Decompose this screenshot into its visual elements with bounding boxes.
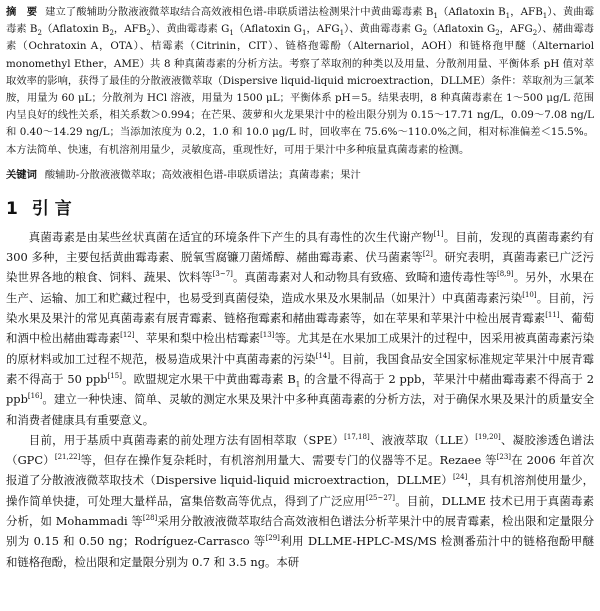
subscript: 2	[109, 29, 114, 38]
text-run: （Aflatoxin B	[41, 23, 110, 36]
subscript: 2	[37, 29, 42, 38]
citation-ref: [29]	[265, 534, 280, 543]
citation-ref: [13]	[260, 331, 275, 340]
subscript: 1	[505, 12, 511, 21]
citation-ref: [10]	[522, 290, 537, 299]
keywords-text: 酸辅助-分散液液微萃取；高效液相色谱-串联质谱法；真菌毒素；果汁	[44, 168, 361, 181]
subscript: 1	[339, 29, 345, 38]
keywords	[6, 167, 594, 184]
text-run: ）、黄曲霉毒素 G	[150, 23, 230, 36]
citation-ref: [1]	[433, 230, 444, 239]
text-run: 。目前，发现的真菌毒素约有 300 多种，主要包括黄曲霉毒素、脱氧雪腐镰刀菌烯醇、赭曲霉毒素、伏马菌素等	[6, 229, 594, 265]
paragraph-1	[6, 227, 594, 430]
text-run: 真菌毒素是由某些丝状真菌在适宜的环境条件下产生的具有毒性的次生代谢产物	[28, 229, 434, 244]
text-run: 。建立一种快速、简单、灵敏的测定水果及果汁中多种真菌毒素的分析方法，对于确保水果及果汁的质量安全和消费者健康具有重要意义。	[6, 392, 594, 427]
subscript: 2	[146, 29, 151, 38]
text-run: 等，但存在操作复杂耗时，有机溶剂用量大、需要专门的仪器等不足。Rezaee 等	[80, 453, 497, 468]
text-run: ）、黄曲霉毒素 B	[6, 6, 595, 36]
abstract	[6, 4, 594, 159]
text-run: 的含量不得高于 2 ppb，苹果汁中赭曲霉毒素不得高于 2 ppb	[6, 371, 594, 407]
text-run: 、凝胶渗透色谱法（GPC）	[6, 432, 594, 468]
text-run: 、葡萄和酒中检出赭曲霉毒素	[6, 311, 594, 346]
paragraph-2	[6, 430, 594, 572]
abstract-label: 摘 要	[6, 6, 38, 18]
text-run: 利用 DLLME-HPLC-MS/MS 检测番茄汁中的链格孢酚甲醚和链格孢酚，检出限和定量限分别为 0.7 和 3.5 ng。本研	[6, 534, 594, 569]
text-run: ，AFG	[499, 23, 533, 36]
text-run: 。真菌毒素对人和动物具有致癌、致畸和遗传毒性等	[232, 270, 497, 285]
text-run: 等。尤其是在水果加工成果汁的过程中，因采用被真菌毒素污染的原材料或加工过程不规范，极易造成果汁中真菌毒素的污染	[6, 331, 594, 366]
text-run: 。目前，我国食品安全国家标准规定苹果汁中展青霉素不得高于 50 ppb	[6, 351, 594, 386]
citation-ref: [19,20]	[475, 433, 501, 441]
text-run: ）、黄曲霉毒素 G	[344, 23, 423, 36]
citation-ref: [11]	[545, 311, 560, 320]
text-run: ，具有机溶剂使用量少，操作简单快捷，可处理大量样品，富集倍数高等优点，得到了广泛应用	[6, 473, 594, 508]
text-run: ，AFB	[113, 23, 147, 36]
subscript: 1	[301, 29, 307, 38]
citation-ref: [8,9]	[497, 270, 514, 279]
citation-ref: [12]	[120, 331, 135, 340]
section-number: 1	[6, 198, 18, 219]
text-run: 。目前，污染水果及果汁的常见真菌毒素有展青霉素、链格孢霉素和赭曲霉毒素等，如在苹果和苹果汁中检出展青霉素	[6, 290, 594, 326]
citation-ref: [25~27]	[365, 493, 395, 502]
body-text	[6, 227, 594, 572]
citation-ref: [28]	[142, 514, 158, 523]
text-run: ，AFB	[510, 6, 543, 18]
text-run: 在 2006 年首次报道了分散液液微萃取技术（Dispersive liquid-liquid microextraction，DLLME）	[6, 453, 595, 488]
text-run: 。另外，水果在生产、运输、加工和贮藏过程中，也易受到真菌侵染，造成水果及水果制品（如果汁）中真菌毒素污染	[6, 270, 594, 305]
abstract-text	[6, 6, 594, 156]
text-run: 。研究表明，真菌毒素已广泛污染世界各地的粮食、饲料、蔬果、饮料等	[6, 250, 594, 285]
subscript: 1	[229, 29, 234, 38]
section-heading	[6, 194, 594, 219]
citation-ref: [21,22]	[54, 453, 81, 462]
text-run: 目前，用于基质中真菌毒素的前处理方法有固相萃取（SPE）	[28, 432, 345, 447]
subscript: 1	[542, 12, 548, 21]
text-run: ）、赭曲霉毒素（Ochratoxin A，OTA）、桔霉素（Citrinin，CIT）、链格孢霉酚（Alternariol，AOH）和链格孢甲醚（Alternariol monomethyl Ether，AME）共 8 种真菌毒素的分析方法。考察了萃取剂的种类以及用量、分散剂用量、平衡体系 pH 值对萃取效率的影响，获得了最佳的分散液液微萃取（Dispersive liquid-liquid microextraction，DLLME）条件：萃取剂为三氯苯胺，用量为 60 μL；分散剂为 HCl 溶液，用量为 1500 μL；平衡体系 pH＝5。结果表明，8 种真菌毒素在 1～500 μg/L 范围内呈良好的线性关系，相关系数＞0.994；在芒果、菠萝和火龙果果汁中的检出限分别为 0.15～17.71 ng/L，0.09～7.08 ng/L 和 0.40～14.29 ng/L；当添加浓度为 0.2，1.0 和 10.0 μg/L 时，回收率在 75.6%～110.0%之间，相对标准偏差＜15.5%。本方法简单、快速，有机溶剂用量少，灵敏度高，重现性好，可用于果汁中多种痕量真菌毒素的检测。	[6, 23, 594, 156]
subscript: 2	[422, 29, 428, 38]
citation-ref: [16]	[27, 392, 43, 401]
text-run: 、苹果和梨中检出桔霉素	[134, 331, 261, 346]
text-run: （Aflatoxin B	[437, 6, 506, 18]
subscript: 1	[433, 12, 438, 21]
subscript: 2	[495, 29, 500, 38]
citation-ref: [15]	[107, 372, 122, 381]
keywords-label: 关键词	[6, 168, 37, 181]
text-run: （Aflatoxin G	[233, 23, 302, 36]
text-run: ，AFG	[306, 23, 340, 36]
citation-ref: [24]	[452, 473, 468, 482]
text-run: （Aflatoxin G	[427, 23, 496, 36]
citation-ref: [23]	[496, 453, 512, 462]
citation-ref: [14]	[315, 351, 331, 360]
section-title: 引 言	[31, 198, 72, 219]
text-run: 。目前，DLLME 技术已用于真菌毒素分析，如 Mohammadi 等	[6, 493, 594, 528]
citation-ref: [2]	[422, 250, 433, 259]
citation-ref: [17,18]	[344, 433, 370, 441]
subscript: 1	[295, 380, 301, 389]
citation-ref: [3~7]	[212, 270, 233, 279]
text-run: 建立了酸辅助分散液液微萃取结合高效液相色谱-串联质谱法检测果汁中黄曲霉毒素 B	[45, 6, 434, 18]
text-run: 采用分散液液微萃取结合高效液相色谱法分析苹果汁中的展青霉素，检出限和定量限分别为 0.15 和 0.50 ng；Rodríguez-Carrasco 等	[6, 513, 594, 549]
subscript: 2	[532, 29, 538, 38]
text-run: 、液液萃取（LLE）	[369, 432, 476, 447]
text-run: 。欧盟规定水果干中黄曲霉毒素 B	[121, 371, 296, 386]
